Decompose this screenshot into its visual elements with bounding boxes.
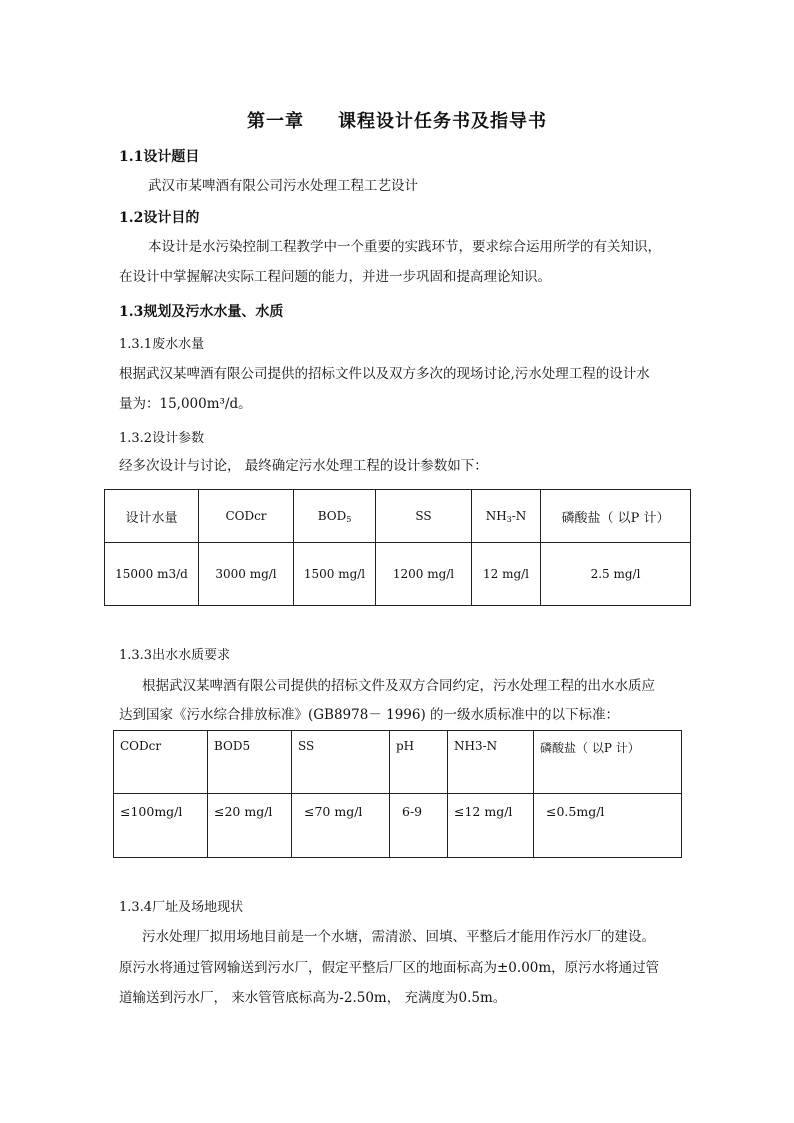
- table-cell: ≤12 mg/l: [448, 794, 534, 858]
- effluent-requirement-line-2: 达到国家《污水综合排放标准》(GB8978－ 1996) 的一级水质标准中的以下标准：: [119, 707, 620, 723]
- table-row: [114, 794, 682, 858]
- section-1-3-2-heading: 1.3.2设计参数: [119, 431, 205, 446]
- table-header-cell: pH: [390, 731, 448, 794]
- site-status-line-2: 原污水将通过管网输送到污水厂，假定平整后厂区的地面标高为±0.00m，原污水将通过管: [119, 960, 660, 976]
- page-title: [0, 107, 794, 133]
- table-header-cell: SS: [292, 731, 390, 794]
- section-1-1-heading: 1.1设计题目: [119, 149, 200, 165]
- table-cell: 1200 mg/l: [376, 543, 472, 606]
- table-cell: 15000 m3/d: [105, 543, 199, 606]
- design-purpose-line-1: 本设计是水污染控制工程教学中一个重要的实践环节，要求综合运用所学的有关知识，: [148, 239, 661, 255]
- table-header-cell: SS: [376, 490, 472, 543]
- table-cell: 6-9: [390, 794, 448, 858]
- table-cell: ≤100mg/l: [114, 794, 208, 858]
- table-header-cell: CODcr: [199, 490, 294, 543]
- table-cell: ≤70 mg/l: [292, 794, 390, 858]
- design-topic-text: 武汉市某啤酒有限公司污水处理工程工艺设计: [148, 178, 418, 194]
- table-header-cell: 磷酸盐（ 以P 计）: [534, 731, 682, 794]
- table-cell: 3000 mg/l: [199, 543, 294, 606]
- table-cell: ≤0.5mg/l: [534, 794, 682, 858]
- table-header-cell: 设计水量: [105, 490, 199, 543]
- section-1-3-3-heading: 1.3.3出水水质要求: [119, 648, 231, 663]
- site-status-line-1: 污水处理厂拟用场地目前是一个水塘，需清淤、回填、平整后才能用作污水厂的建设。: [142, 929, 655, 945]
- design-parameters-intro: 经多次设计与讨论， 最终确定污水处理工程的设计参数如下：: [119, 458, 488, 474]
- table-header-cell: $NH_3-N$: [472, 490, 541, 543]
- effluent-standards-table: [113, 730, 682, 858]
- section-1-3-4-heading: 1.3.4厂址及场地现状: [119, 900, 244, 915]
- section-1-3-1-heading: 1.3.1废水水量: [119, 337, 205, 352]
- table-header-cell: NH3-N: [448, 731, 534, 794]
- table-header-cell: CODcr: [114, 731, 208, 794]
- table-cell: 1500 mg/l: [294, 543, 376, 606]
- site-status-line-3: 道输送到污水厂， 来水管管底标高为-2.50m， 充满度为0.5m。: [119, 990, 507, 1006]
- table-cell: 12 mg/l: [472, 543, 541, 606]
- table-cell: 2.5 mg/l: [541, 543, 691, 606]
- design-parameters-table: [104, 489, 691, 606]
- table-header-cell: $BOD_5$: [294, 490, 376, 543]
- section-1-3-heading: 1.3规划及污水水量、水质: [119, 304, 284, 320]
- design-purpose-line-2: 在设计中掌握解决实际工程问题的能力，并进一步巩固和提高理论知识。: [119, 269, 551, 285]
- table-header-row: [114, 731, 682, 794]
- table-header-cell: BOD5: [208, 731, 292, 794]
- chapter-name: 课程设计任务书及指导书: [338, 111, 547, 132]
- chapter-number: 第一章: [247, 111, 304, 132]
- table-row: [105, 543, 691, 606]
- section-1-2-heading: 1.2设计目的: [119, 210, 200, 226]
- wastewater-volume-line-2: 量为：15,000m³/d。: [119, 396, 252, 412]
- wastewater-volume-line-1: 根据武汉某啤酒有限公司提供的招标文件以及双方多次的现场讨论,污水处理工程的设计水: [119, 366, 650, 382]
- table-cell: ≤20 mg/l: [208, 794, 292, 858]
- table-header-cell: 磷酸盐（ 以P 计）: [541, 490, 691, 543]
- effluent-requirement-line-1: 根据武汉某啤酒有限公司提供的招标文件及双方合同约定，污水处理工程的出水水质应: [142, 678, 655, 694]
- table-header-row: [105, 490, 691, 543]
